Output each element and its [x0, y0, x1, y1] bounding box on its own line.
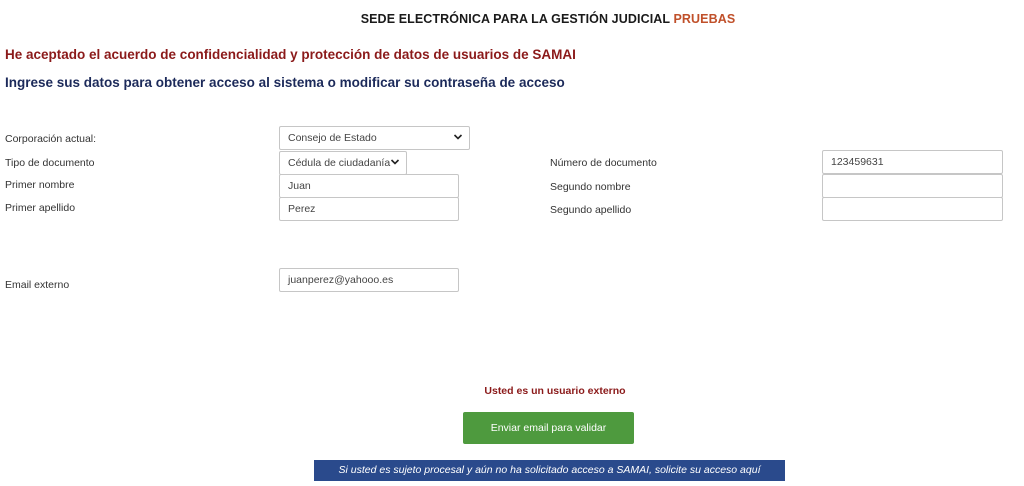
tipo-documento-select[interactable] — [279, 151, 407, 175]
numero-documento-label: Número de documento — [550, 157, 657, 169]
request-access-link[interactable]: Si usted es sujeto procesal y aún no ha solicitado acceso a SAMAI, solicite su acceso aquí — [314, 460, 785, 481]
numero-documento-input[interactable]: 123459631 — [822, 150, 1003, 174]
corporacion-select[interactable] — [279, 126, 470, 150]
corporacion-value: Consejo de Estado — [288, 132, 377, 144]
email-input[interactable]: juanperez@yahooo.es — [279, 268, 459, 292]
primer-apellido-input[interactable]: Perez — [279, 197, 459, 221]
tipo-documento-label: Tipo de documento — [5, 157, 95, 169]
primer-nombre-label: Primer nombre — [5, 179, 75, 191]
segundo-apellido-input[interactable] — [822, 197, 1003, 221]
segundo-nombre-input[interactable] — [822, 174, 1003, 198]
instructions-message: Ingrese sus datos para obtener acceso al sistema o modificar su contraseña de acceso — [5, 75, 565, 90]
environment-tag: PRUEBAS — [673, 12, 736, 26]
email-label: Email externo — [5, 279, 70, 291]
send-validation-email-button[interactable]: Enviar email para validar — [463, 412, 634, 444]
segundo-apellido-label: Segundo apellido — [550, 204, 632, 216]
segundo-nombre-label: Segundo nombre — [550, 181, 631, 193]
primer-nombre-input[interactable]: Juan — [279, 174, 459, 198]
confidentiality-message: He aceptado el acuerdo de confidencialidad y protección de datos de usuarios de SAMAI — [5, 47, 576, 62]
external-user-status: Usted es un usuario externo — [484, 385, 626, 397]
page-header — [0, 12, 1024, 26]
corporacion-label: Corporación actual: — [5, 133, 97, 145]
header-title: SEDE ELECTRÓNICA PARA LA GESTIÓN JUDICIAL — [360, 12, 670, 26]
chevron-down-icon — [390, 157, 400, 167]
primer-apellido-label: Primer apellido — [5, 202, 76, 214]
tipo-documento-value: Cédula de ciudadanía — [288, 157, 391, 169]
chevron-down-icon — [453, 132, 463, 142]
